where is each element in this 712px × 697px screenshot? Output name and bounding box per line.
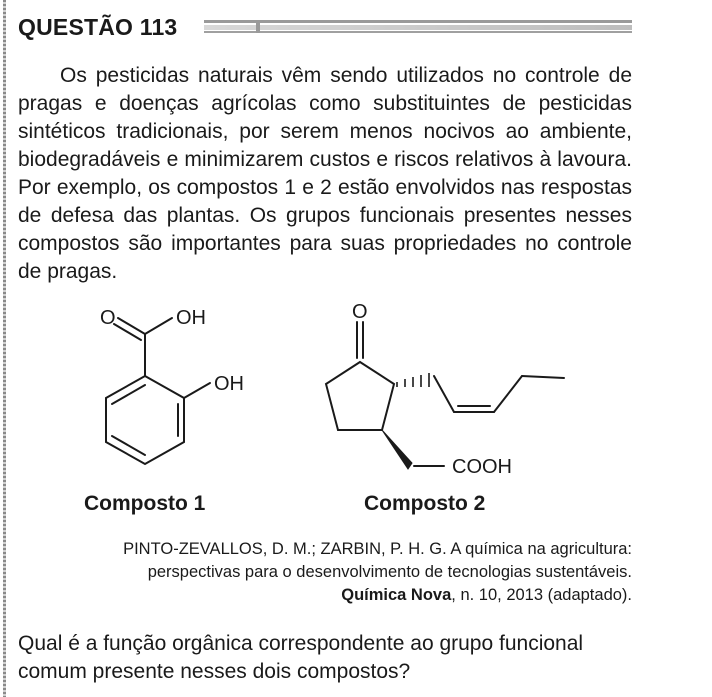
reference-details: , n. 10, 2013 (adaptado). xyxy=(451,586,632,604)
compound-2-structure xyxy=(326,322,564,466)
compound-2-oxygen: O xyxy=(352,301,368,323)
cyclopentane-ring xyxy=(326,362,394,430)
hashed-wedge-bond xyxy=(397,373,429,387)
compound-1-hydroxyl-phenol: OH xyxy=(214,373,244,395)
compound-1-oxygen: O xyxy=(100,307,116,329)
passage-text: Os pesticidas naturais vêm sendo utilizados no controle de pragas e doenças agrícolas como substituintes de pesticidas sintéticos tradicionais, por serem menos nocivos ao ambiente, biodegradáveis e minimizarem custos e riscos relativos à lavoura. Por exemplo, os compostos 1 e 2 estão envolvidos nas respostas de defesa das plantas. Os grupos funcionais presentes nesses compostos são importantes para suas propriedades no controle de pragas. xyxy=(18,64,632,283)
solid-wedge-bond xyxy=(382,430,412,469)
reference-line-3 xyxy=(18,584,632,607)
reference-line-1: PINTO-ZEVALLOS, D. M.; ZARBIN, P. H. G. A química na agricultura: xyxy=(123,540,632,558)
compound-1-structure xyxy=(106,318,210,464)
question-prompt: Qual é a função orgânica correspondente ao grupo funcional comum presente nesses dois compostos? xyxy=(18,632,584,683)
question-header xyxy=(18,14,632,44)
chemical-structures-figure xyxy=(60,296,580,520)
compound-2-carboxyl: COOH xyxy=(452,456,512,478)
header-decorative-bar xyxy=(204,20,632,34)
question-number: QUESTÃO 113 xyxy=(18,14,178,40)
structures-svg xyxy=(60,296,580,520)
page-margin-rule xyxy=(3,0,6,697)
reference-journal: Química Nova xyxy=(341,586,452,604)
compound-1-hydroxyl-carboxyl: OH xyxy=(176,307,206,329)
benzene-ring xyxy=(106,376,184,464)
compound-1-caption: Composto 1 xyxy=(84,492,206,515)
source-reference xyxy=(18,538,632,607)
reference-line-2: perspectivas para o desenvolvimento de tecnologias sustentáveis. xyxy=(147,563,632,581)
compound-2-caption: Composto 2 xyxy=(364,492,486,515)
